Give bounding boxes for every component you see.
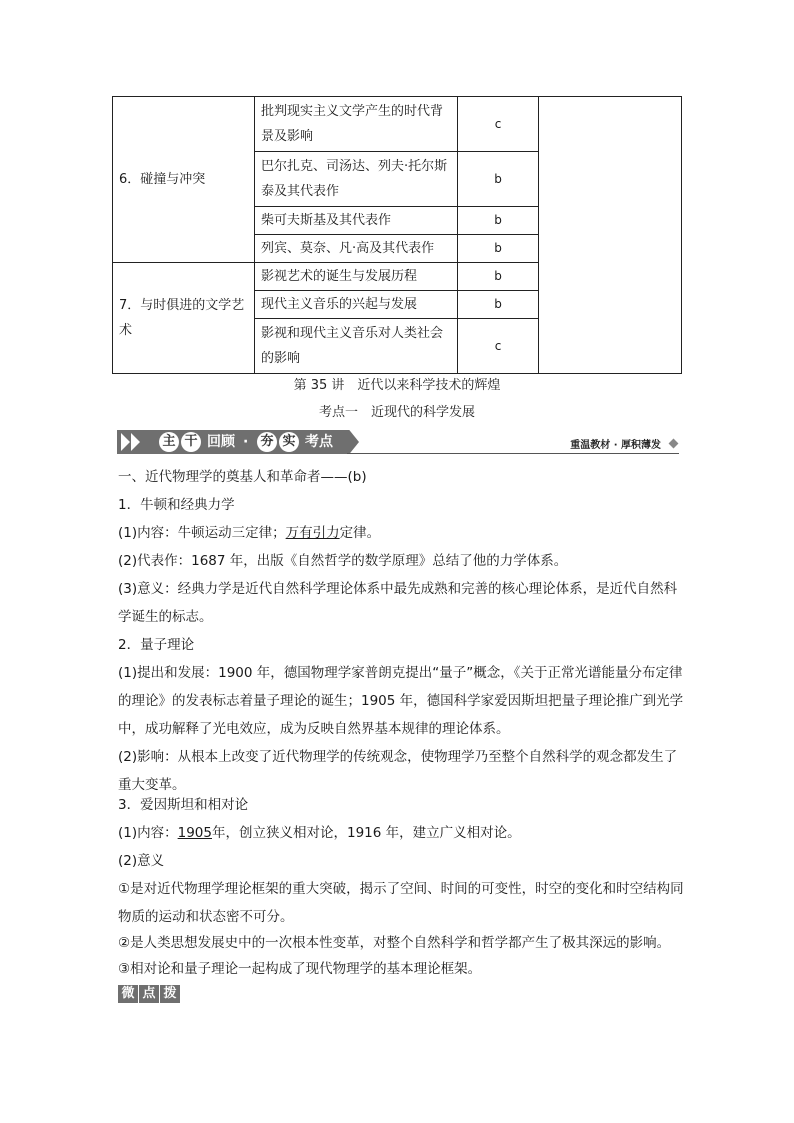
paragraph: ①是对近代物理学理论框架的重大突破，揭示了空间、时间的可变性，时空的变化和时空结构同物质的运动和状态密不可分。 [118, 881, 684, 925]
paragraph: (3)意义：经典力学是近代自然科学理论体系中最先成熟和完善的核心理论体系，是近代自然科学诞生的标志。 [118, 581, 678, 625]
text: 年，创立狭义相对论，1916 年，建立广义相对论。 [211, 825, 521, 841]
section-heading: 一、近代物理学的奠基人和革命者——(b) [118, 469, 367, 485]
level-cell: b [458, 207, 539, 235]
banner-char: 干 [181, 432, 201, 452]
subsection-title: 2．量子理论 [118, 637, 195, 653]
topic-cell: 6．碰撞与冲突 [113, 97, 255, 263]
text: (1)内容：牛顿运动三定律； [118, 525, 286, 541]
tip-char: 微 [118, 985, 138, 1003]
content-cell: 柴可夫斯基及其代表作 [255, 207, 458, 235]
banner-divider [347, 453, 679, 454]
banner-char: 主 [159, 432, 179, 452]
content-cell: 批判现实主义文学产生的时代背景及影响 [255, 97, 458, 152]
paragraph [118, 819, 684, 847]
banner-dot: · [243, 434, 249, 450]
banner-char: 实 [279, 432, 299, 452]
table-row [113, 97, 682, 152]
text: 定律。 [339, 525, 381, 541]
topic-cell: 7．与时俱进的文学艺术 [113, 263, 255, 374]
tip-label [118, 985, 180, 1003]
paragraph: (2)意义 [118, 853, 165, 869]
section-banner [117, 430, 679, 454]
subsection-title: 1．牛顿和经典力学 [118, 497, 235, 513]
paragraph: ②是人类思想发展史中的一次根本性变革，对整个自然科学和哲学都产生了极其深远的影响。 [118, 935, 671, 951]
level-cell: b [458, 291, 539, 319]
level-cell: b [458, 235, 539, 263]
paragraph: (1)提出和发展：1900 年，德国物理学家普朗克提出“量子”概念，《关于正常光谱能量分布定律的理论》的发表标志着量子理论的诞生；1905 年，德国科学家爱因斯坦把量子理论推广到光学中，成功解释了光电效应，成为反映自然界基本规律的理论体系。 [118, 665, 684, 737]
content-cell: 影视和现代主义音乐对人类社会的影响 [255, 319, 458, 374]
paragraph: (2)影响：从根本上改变了近代物理学的传统观念，使物理学乃至整个自然科学的观念都发生了重大变革。 [118, 749, 678, 793]
level-cell: b [458, 263, 539, 291]
chevron-right-icon [121, 433, 130, 451]
underlined-term: 1905 [177, 825, 212, 841]
lecture-title: 第 35 讲 近代以来科学技术的辉煌 [293, 378, 501, 393]
curriculum-table [112, 96, 682, 374]
banner-text: 回顾 [207, 434, 235, 450]
content-cell: 影视艺术的诞生与发展历程 [255, 263, 458, 291]
banner-slogan: 重温教材 · 厚积薄发 [570, 440, 661, 451]
text: (1)内容： [118, 825, 178, 841]
diamond-icon [669, 439, 679, 449]
tip-char: 点 [139, 985, 159, 1003]
subsection-title: 3．爱因斯坦和相对论 [118, 797, 249, 813]
content-cell: 列宾、莫奈、凡·高及其代表作 [255, 235, 458, 263]
notes-cell [539, 97, 682, 374]
underlined-term: 万有引力 [285, 525, 340, 541]
banner-text: 考点 [305, 434, 333, 450]
content-cell: 现代主义音乐的兴起与发展 [255, 291, 458, 319]
level-cell: b [458, 152, 539, 207]
level-cell: c [458, 319, 539, 374]
banner-char: 夯 [257, 432, 277, 452]
content-cell: 巴尔扎克、司汤达、列夫·托尔斯泰及其代表作 [255, 152, 458, 207]
tip-char: 拨 [160, 985, 180, 1003]
paragraph: ③相对论和量子理论一起构成了现代物理学的基本理论框架。 [118, 961, 482, 977]
paragraph [118, 519, 684, 547]
chevron-right-icon [131, 433, 140, 451]
exam-point-title: 考点一 近现代的科学发展 [318, 405, 475, 420]
level-cell: c [458, 97, 539, 152]
paragraph: (2)代表作：1687 年，出版《自然哲学的数学原理》总结了他的力学体系。 [118, 553, 568, 569]
